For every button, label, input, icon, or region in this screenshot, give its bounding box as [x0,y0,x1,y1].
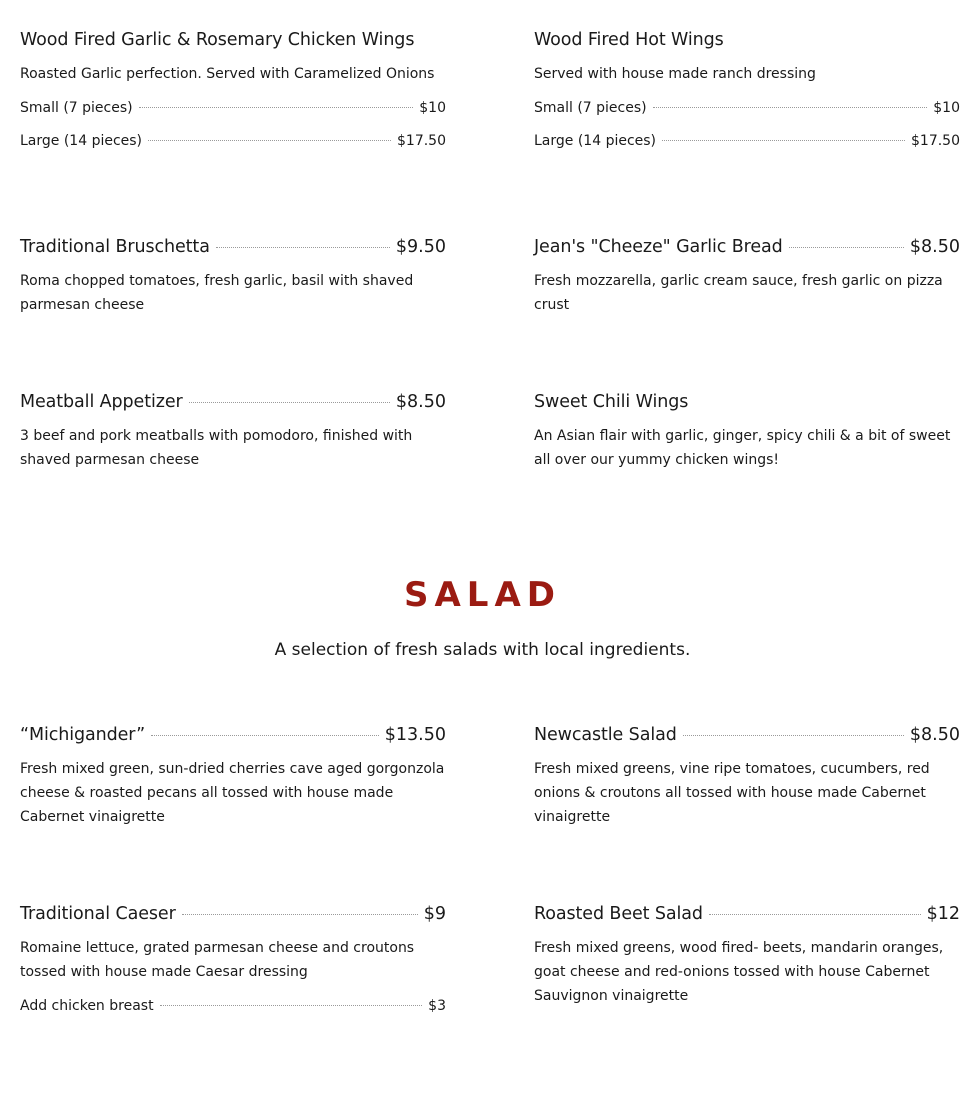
dot-leader [151,735,379,736]
menu-item-hot-wings [534,30,960,149]
size-label: Large (14 pieces) [534,133,657,149]
size-price: $17.50 [911,133,960,149]
item-price: $9.50 [395,237,446,257]
menu-item-roasted-beet-salad [534,904,960,1008]
size-option-small [534,100,960,116]
dot-leader [216,247,390,248]
item-description: 3 beef and pork meatballs with pomodoro, finished with shaved parmesan cheese [20,428,413,468]
item-description: Fresh mixed greens, vine ripe tomatoes, cucumbers, red onions & croutons all tossed with house made Cabernet vinaigrette [534,761,930,825]
item-description: Fresh mixed green, sun-dried cherries cave aged gorgonzola cheese & roasted pecans all tossed with house made Cabernet vinaigrette [20,761,445,825]
section-title: SALAD [403,575,561,615]
item-description: Fresh mozzarella, garlic cream sauce, fresh garlic on pizza crust [534,273,943,313]
section-subtitle: A selection of fresh salads with local ingredients. [274,640,691,660]
menu-item-meatball-appetizer [20,392,446,472]
item-description: Fresh mixed greens, wood fired- beets, mandarin oranges, goat cheese and red-onions tossed with house Cabernet Sauvignon vinaigrette [534,940,944,1004]
item-name: Roasted Beet Salad [534,904,703,924]
item-description: Served with house made ranch dressing [534,66,816,82]
item-name: Traditional Caeser [20,904,176,924]
item-price: $9 [423,904,446,924]
item-price: $8.50 [909,725,960,745]
addon-option [20,998,446,1014]
menu-item-bruschetta [20,237,446,317]
item-description: Roasted Garlic perfection. Served with Caramelized Onions [20,66,435,82]
menu-item-cheeze-garlic-bread [534,237,960,317]
dot-leader [653,107,928,108]
dot-leader [662,140,905,141]
item-name: Meatball Appetizer [20,392,183,412]
dot-leader [683,735,904,736]
addon-price: $3 [428,998,446,1014]
item-description: Roma chopped tomatoes, fresh garlic, basil with shaved parmesan cheese [20,273,414,313]
item-name: “Michigander” [20,725,146,745]
size-label: Small (7 pieces) [20,100,133,116]
item-name: Sweet Chili Wings [534,392,689,412]
size-label: Large (14 pieces) [20,133,143,149]
menu-item-sweet-chili-wings [534,392,960,472]
item-price: $12 [926,904,960,924]
size-option-large [534,133,960,149]
dot-leader [148,140,391,141]
size-option-small [20,100,446,116]
addon-label: Add chicken breast [20,998,154,1014]
menu-item-garlic-rosemary-wings [20,30,446,149]
item-price: $8.50 [909,237,960,257]
dot-leader [139,107,414,108]
item-name: Traditional Bruschetta [20,237,210,257]
item-description: An Asian flair with garlic, ginger, spicy chili & a bit of sweet all over our yummy chicken wings! [534,428,951,468]
item-price: $8.50 [395,392,446,412]
dot-leader [160,1005,423,1006]
menu-item-traditional-caeser [20,904,446,1014]
size-price: $10 [933,100,960,116]
size-price: $10 [419,100,446,116]
item-name: Wood Fired Hot Wings [534,30,724,50]
item-name: Jean's "Cheeze" Garlic Bread [534,237,783,257]
dot-leader [182,914,418,915]
item-name: Newcastle Salad [534,725,677,745]
menu-item-newcastle-salad [534,725,960,829]
size-option-large [20,133,446,149]
dot-leader [789,247,904,248]
dot-leader [709,914,921,915]
menu-item-michigander [20,725,446,829]
item-name: Wood Fired Garlic & Rosemary Chicken Wings [20,30,415,50]
item-price: $13.50 [384,725,446,745]
size-price: $17.50 [397,133,446,149]
size-label: Small (7 pieces) [534,100,647,116]
dot-leader [189,402,390,403]
item-description: Romaine lettuce, grated parmesan cheese and croutons tossed with house made Caesar dressing [20,940,415,980]
